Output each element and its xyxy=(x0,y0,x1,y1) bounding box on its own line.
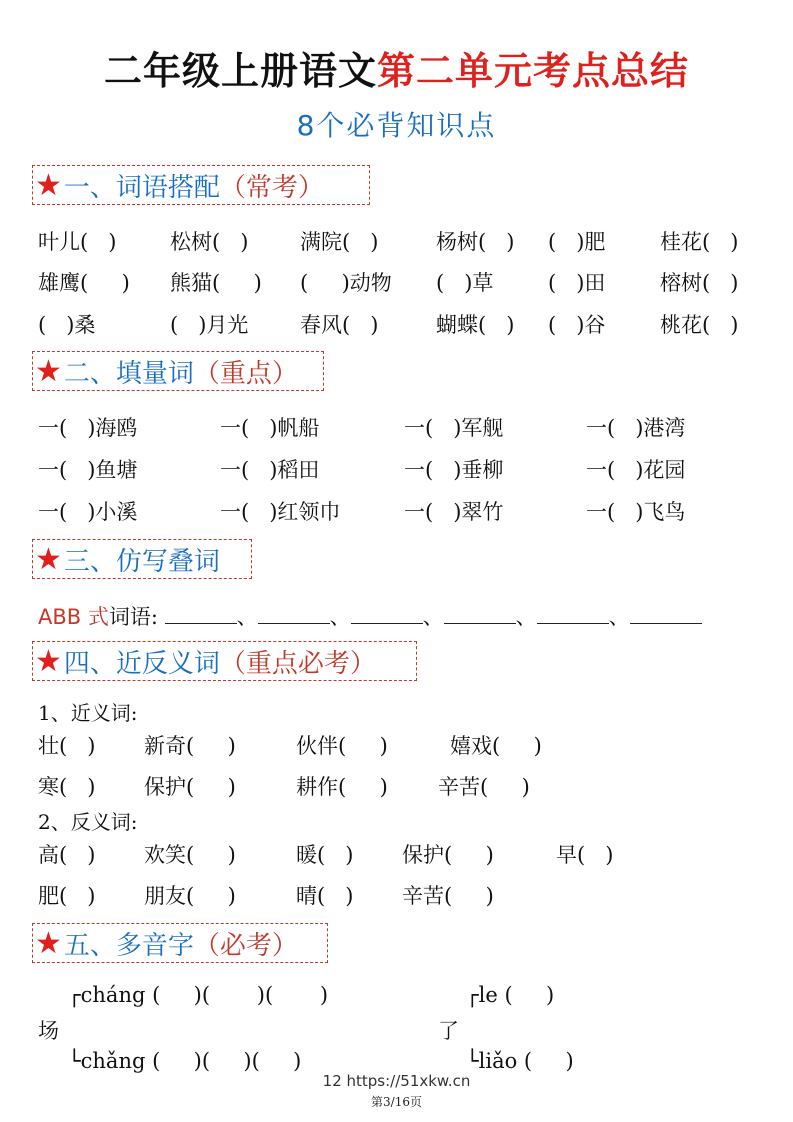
measure-item: 一( )海鸥 xyxy=(38,416,138,440)
answer-blank[interactable] xyxy=(444,605,516,624)
measure-item: 一( )翠竹 xyxy=(404,500,504,524)
star-icon: ★ xyxy=(35,925,62,961)
synonym-item: 辛苦( ) xyxy=(438,775,530,799)
section-title: 五、多音字 xyxy=(63,930,194,961)
collocation-item: 蝴蝶( ) xyxy=(436,313,515,337)
measure-item: 一( )小溪 xyxy=(38,500,138,524)
synonyms-label: 1、近义词: xyxy=(38,701,138,725)
section-tag: （重点） xyxy=(193,358,298,389)
polyphonic-reading: └chǎng ( )( )( ) xyxy=(68,1049,302,1073)
collocation-item: 松树( ) xyxy=(170,230,249,254)
separator: 、 xyxy=(236,605,258,629)
collocation-item: ( )桑 xyxy=(38,313,96,337)
section-heading-collocation xyxy=(32,165,370,205)
measure-item: 一( )红领巾 xyxy=(220,500,341,524)
polyphonic-char: 了 xyxy=(438,1019,459,1043)
title-red: 第二单元考点总结 xyxy=(377,49,690,93)
antonym-item: 朋友( ) xyxy=(144,884,236,908)
section-tag: （常考） xyxy=(219,172,324,203)
collocation-item: 熊猫( ) xyxy=(170,271,262,295)
collocation-item: ( )草 xyxy=(436,271,494,295)
answer-blank[interactable] xyxy=(351,605,423,624)
section-tag: （重点必考） xyxy=(219,648,376,679)
separator: 、 xyxy=(422,605,444,629)
measure-item: 一( )港湾 xyxy=(586,416,686,440)
section-title: 二、填量词 xyxy=(63,358,194,389)
collocation-item: 叶儿( ) xyxy=(38,230,117,254)
collocation-item: ( )田 xyxy=(548,271,606,295)
collocation-item: 桃花( ) xyxy=(660,313,739,337)
answer-blank[interactable] xyxy=(258,605,330,624)
section-heading-measure xyxy=(32,351,324,391)
separator: 、 xyxy=(329,605,351,629)
synonym-item: 耕作( ) xyxy=(296,775,388,799)
star-icon: ★ xyxy=(35,643,62,679)
abb-label: 词语: xyxy=(108,605,158,629)
answer-blank[interactable] xyxy=(537,605,609,624)
page-number: 第3/16页 xyxy=(371,1095,422,1109)
synonym-item: 嬉戏( ) xyxy=(450,734,542,758)
star-icon: ★ xyxy=(35,167,62,203)
synonym-item: 保护( ) xyxy=(144,775,236,799)
measure-item: 一( )鱼塘 xyxy=(38,458,138,482)
section-title: 一、词语搭配 xyxy=(63,172,220,203)
section-heading-polyphonic xyxy=(32,923,328,963)
collocation-item: ( )动物 xyxy=(300,271,392,295)
synonym-item: 伙伴( ) xyxy=(296,734,388,758)
polyphonic-reading: └liǎo ( ) xyxy=(466,1049,574,1073)
collocation-item: 杨树( ) xyxy=(436,230,515,254)
collocation-item: ( )肥 xyxy=(548,230,606,254)
synonym-item: 寒( ) xyxy=(38,775,96,799)
star-icon: ★ xyxy=(35,541,62,577)
collocation-item: 榕树( ) xyxy=(660,271,739,295)
section-title: 四、近反义词 xyxy=(63,648,220,679)
section-title: 三、仿写叠词 xyxy=(63,546,220,577)
measure-item: 一( )稻田 xyxy=(220,458,320,482)
page-subtitle: 8个必背知识点 xyxy=(296,109,497,142)
collocation-item: 满院( ) xyxy=(300,230,379,254)
abb-exercise xyxy=(38,601,702,631)
measure-item: 一( )花园 xyxy=(586,458,686,482)
polyphonic-char: 场 xyxy=(38,1019,59,1043)
separator: 、 xyxy=(515,605,537,629)
separator: 、 xyxy=(608,605,630,629)
collocation-item: 雄鹰( ) xyxy=(38,271,130,295)
collocation-item: 桂花( ) xyxy=(660,230,739,254)
page-title xyxy=(0,40,793,95)
section-heading-synonyms-antonyms xyxy=(32,641,417,681)
antonym-item: 保护( ) xyxy=(402,843,494,867)
measure-item: 一( )帆船 xyxy=(220,416,320,440)
collocation-item: ( )谷 xyxy=(548,313,606,337)
section-heading-reduplication xyxy=(32,539,252,579)
collocation-item: 春风( ) xyxy=(300,313,379,337)
antonyms-label: 2、反义词: xyxy=(38,810,138,834)
antonym-item: 暖( ) xyxy=(296,843,354,867)
synonym-item: 新奇( ) xyxy=(144,734,236,758)
star-icon: ★ xyxy=(35,353,62,389)
measure-item: 一( )垂柳 xyxy=(404,458,504,482)
measure-item: 一( )军舰 xyxy=(404,416,504,440)
footer-url: 12 https://51xkw.cn xyxy=(322,1072,471,1090)
antonym-item: 肥( ) xyxy=(38,884,96,908)
antonym-item: 辛苦( ) xyxy=(402,884,494,908)
synonym-item: 壮( ) xyxy=(38,734,96,758)
antonym-item: 高( ) xyxy=(38,843,96,867)
title-black: 二年级上册语文 xyxy=(103,49,377,93)
abb-prefix: ABB 式 xyxy=(38,605,109,629)
antonym-item: 欢笑( ) xyxy=(144,843,236,867)
answer-blank[interactable] xyxy=(630,605,702,624)
collocation-item: ( )月光 xyxy=(170,313,249,337)
polyphonic-reading: ┌le ( ) xyxy=(466,983,555,1007)
antonym-item: 晴( ) xyxy=(296,884,354,908)
answer-blank[interactable] xyxy=(165,605,237,624)
measure-item: 一( )飞鸟 xyxy=(586,500,686,524)
antonym-item: 早( ) xyxy=(556,843,614,867)
polyphonic-reading: ┌cháng ( )( )( ) xyxy=(68,983,329,1007)
section-tag: （必考） xyxy=(193,930,298,961)
